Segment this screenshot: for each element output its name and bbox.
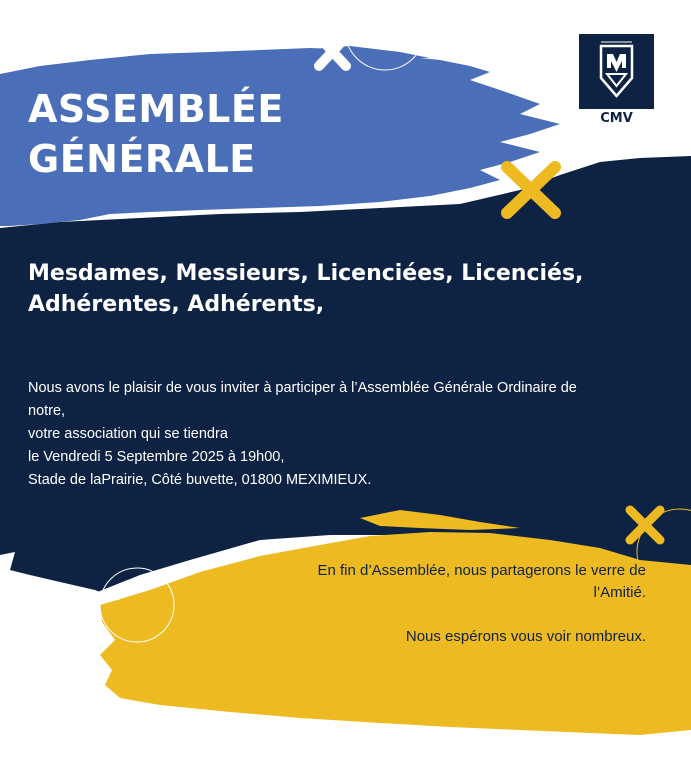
club-logo (579, 34, 654, 109)
salutation (28, 258, 668, 320)
salutation-line-1: Mesdames, Messieurs, Licenciées, Licenciés, (28, 261, 584, 286)
invitation-text (28, 377, 628, 492)
invitation-location: Stade de laPrairie, Côté buvette, 01800 MEXIMIEUX. (28, 472, 372, 488)
logo-label: CMV (600, 111, 633, 126)
closing-text (280, 560, 646, 648)
closing-line-3: Nous espérons vous voir nombreux. (405, 628, 646, 645)
title-line-2: GÉNÉRALE (28, 137, 256, 181)
invitation-line-2: notre, (28, 403, 66, 419)
closing-line-2: l’Amitié. (593, 584, 646, 601)
salutation-line-2: Adhérentes, Adhérents, (28, 292, 325, 317)
club-crest-icon (579, 34, 654, 109)
closing-spacer (280, 604, 646, 626)
page-title (28, 84, 284, 184)
title-line-1: ASSEMBLÉE (28, 87, 284, 131)
closing-line-1: En fin d’Assemblée, nous partagerons le verre de (317, 562, 646, 579)
invitation-line-3: votre association qui se tiendra (28, 426, 228, 442)
invitation-date: le Vendredi 5 Septembre 2025 à 19h00, (28, 449, 285, 465)
invitation-line-1: Nous avons le plaisir de vous inviter à participer à l’Assemblée Générale Ordinaire de (28, 380, 577, 396)
